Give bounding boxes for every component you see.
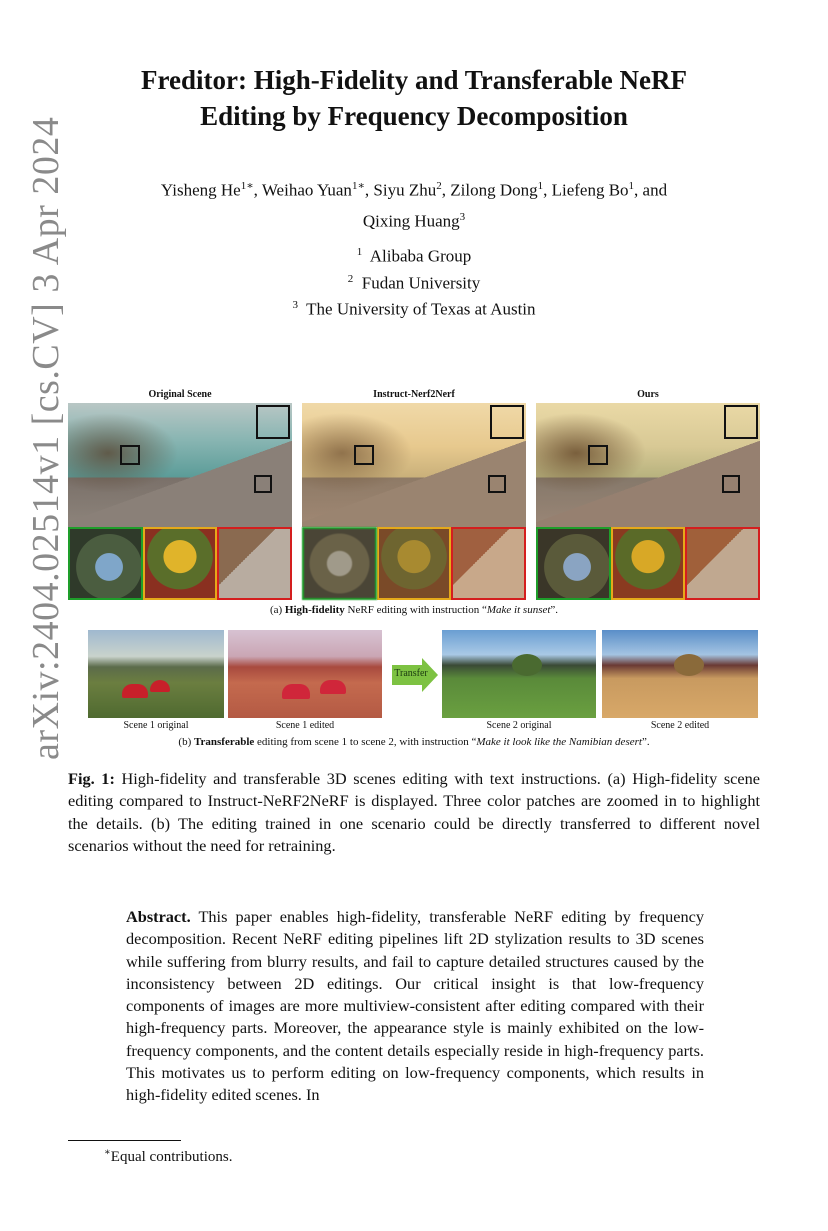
author-name: Siyu Zhu — [373, 180, 437, 200]
author-name: Yisheng He — [160, 180, 241, 200]
zoom-crop-red — [685, 527, 760, 600]
footnote: ∗Equal contributions. — [104, 1147, 233, 1165]
figure-a-caption: (a) High-fidelity NeRF editing with instruction “Make it sunset”. — [269, 604, 559, 616]
figure-panel-b — [88, 630, 760, 734]
zoom-box-red — [490, 405, 524, 439]
zoom-box-yellow — [488, 475, 506, 493]
affiliation: $^3$ The University of Texas at Austin — [292, 299, 536, 319]
affiliation: $^1$ Alibaba Group — [356, 246, 472, 266]
column-heading: Instruct-Nerf2Nerf — [373, 389, 455, 400]
column-heading: Ours — [637, 389, 659, 400]
scene-image-ours — [536, 403, 760, 527]
author-name: Zilong Dong — [450, 180, 538, 200]
figure-column-ours — [536, 388, 760, 600]
author-affil-mark: 2 — [436, 180, 442, 192]
figure-column-original — [68, 388, 292, 600]
transfer-label: Transfer — [394, 668, 428, 679]
abstract-text: This paper enables high-fidelity, transferable NeRF editing by frequency decomposition. Recent NeRF editing pipelines lift 2D stylization results to 3D scenes while suffering from blurry results, and fail to capture detailed structures caused by the inconsistency between 2D editings. Our critical insight is that low-frequency components of images are more multiview-consistent after editing compared with their high-frequency parts. Moreover, the appearance style is mainly exhibited on the low-frequency components, and the content details especially reside in high-frequency parts. This motivates us to perform editing on low-frequency components, which results in high-fidelity edited scenes. In — [126, 907, 704, 1105]
zoom-crop-red — [451, 527, 526, 600]
scene-1-edited-image — [228, 630, 382, 718]
figure-label: Fig. 1: — [68, 769, 115, 788]
author-affil-mark: 1 — [537, 180, 544, 192]
column-heading: Original Scene — [148, 389, 212, 400]
title-line-1: Freditor: High-Fidelity and Transferable NeRF — [141, 65, 687, 95]
zoom-crop-yellow — [377, 527, 452, 600]
scene-label: Scene 2 edited — [650, 720, 710, 731]
author-affil-mark: 3 — [459, 210, 466, 223]
footnote-rule — [68, 1140, 181, 1141]
zoom-crop-green — [68, 527, 143, 600]
figure-panel-a — [68, 388, 760, 604]
scene-label: Scene 1 edited — [275, 720, 335, 731]
affiliations — [80, 241, 748, 321]
zoom-crop-yellow — [611, 527, 686, 600]
zoom-box-yellow — [254, 475, 272, 493]
figure-caption-text: High-fidelity and transferable 3D scenes editing with text instructions. (a) High-fidelity scene editing compared to Instruct-NeRF2NeRF is displayed. Three color patches are zoomed in to highlight the details. (b) The editing trained in one scenario could be directly transferred to different novel scenarios without the need for retraining. — [68, 769, 760, 855]
zoom-crop-green — [536, 527, 611, 600]
author-affil-mark: 1∗ — [240, 180, 254, 192]
scene-label: Scene 1 original — [123, 720, 189, 731]
scene-2-edited-image — [602, 630, 758, 718]
author-name: Liefeng Bo — [551, 180, 629, 200]
zoom-crop-red — [217, 527, 292, 600]
scene-image-original — [68, 403, 292, 527]
zoom-crops — [68, 527, 292, 600]
zoom-box-green — [588, 445, 608, 465]
figure-caption — [68, 768, 760, 857]
author-list: Yisheng $He^{1∗}$, Weihao Yuan$^{1∗}$, Siyu Zhu$^2$, Zilong Dong$^1$, Liefeng Bo$^1$, and Qixing Huang$^3$ — [160, 180, 668, 231]
zoom-crops — [536, 527, 760, 600]
zoom-crop-yellow — [143, 527, 218, 600]
zoom-box-red — [256, 405, 290, 439]
arxiv-identifier: arXiv:2404.02514v1 [cs.CV] 3 Apr 2024 — [25, 116, 67, 760]
paper-title — [80, 62, 748, 134]
scene-image-baseline — [302, 403, 526, 527]
figure-column-baseline — [302, 388, 526, 600]
abstract — [126, 906, 704, 1107]
zoom-crops — [302, 527, 526, 600]
abstract-label: Abstract. — [126, 907, 191, 926]
author-name: Qixing Huang — [362, 211, 460, 231]
figure-b-caption: (b) Transferable editing from scene 1 to scene 2, with instruction “Make it look like the Namibian desert”. — [178, 736, 650, 748]
zoom-box-yellow — [722, 475, 740, 493]
author-affil-mark: 1∗ — [351, 180, 365, 192]
scene-label: Scene 2 original — [486, 720, 552, 731]
transfer-arrow — [392, 658, 438, 692]
scene-1-original-image — [88, 630, 224, 718]
author-affil-mark: 1 — [628, 180, 635, 192]
zoom-crop-green — [302, 527, 377, 600]
scene-2-original-image — [442, 630, 596, 718]
arxiv-sidebar — [22, 60, 70, 760]
zoom-box-red — [724, 405, 758, 439]
zoom-box-green — [120, 445, 140, 465]
zoom-box-green — [354, 445, 374, 465]
affiliation: $^2$ Fudan University — [347, 272, 481, 293]
title-line-2: Editing by Frequency Decomposition — [200, 101, 628, 131]
author-name: Weihao Yuan — [261, 180, 352, 200]
